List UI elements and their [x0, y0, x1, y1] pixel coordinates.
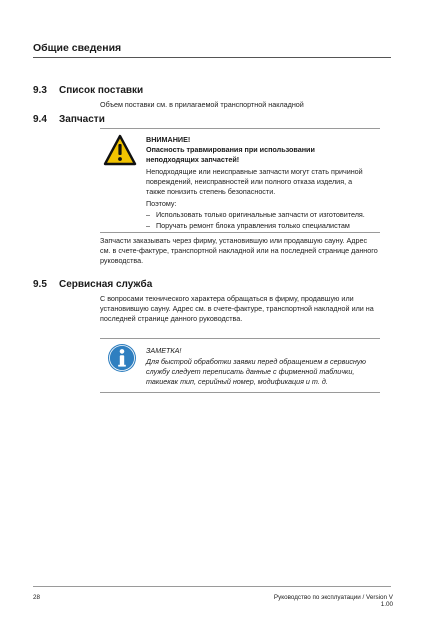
warning-bottom-rule	[100, 232, 380, 233]
note-top-rule	[100, 338, 380, 339]
section-9-3-text: Объем поставки см. в прилагаемой транспортной накладной	[100, 100, 304, 109]
warning-text-line-1: Неподходящие или неисправные запчасти могут стать причиной	[146, 167, 363, 176]
warning-therefore: Поэтому:	[146, 199, 177, 208]
warning-bullet-1: – Использовать только оригинальные запчасти от изготовителя.	[146, 210, 365, 219]
warning-bullet-2-text: Поручать ремонт блока управления только специалистам	[156, 221, 350, 230]
page-number: 28	[33, 594, 41, 601]
warning-text-line-2: повреждений, неисправностей или полного отказа изделия, а	[146, 177, 353, 186]
service-text-line-2: установившую сауну. Адрес см. в счете-фактуре, транспортной накладной или на	[100, 304, 374, 313]
service-text-line-3: последней странице данного руководства.	[100, 314, 243, 323]
spare-parts-text-line-2: см. в счете-фактуре, транспортной накладной или на последней странице данного	[100, 246, 378, 255]
note-text-line-3: такиекак тип, серийный номер, модификация и т. д.	[146, 377, 328, 386]
header-divider	[33, 57, 391, 58]
section-9-4-number: 9.4	[33, 114, 47, 125]
warning-triangle-icon	[103, 134, 137, 166]
note-bottom-rule	[100, 392, 380, 393]
section-9-5-number: 9.5	[33, 279, 47, 290]
section-9-3-number: 9.3	[33, 85, 47, 96]
footer-divider	[33, 586, 391, 587]
page-header-title: Общие сведения	[33, 42, 122, 54]
footer-document-title: Руководство по эксплуатации / Version V 1.00	[273, 594, 393, 608]
note-text-line-2: службу следует переписать данные с фирменной таблички,	[146, 367, 355, 376]
note-text-line-1: Для быстрой обработки заявки перед обращением в сервисную	[146, 357, 366, 366]
warning-bullet-2: – Поручать ремонт блока управления только специалистам	[146, 221, 350, 230]
warning-heading-line-2: неподходящих запчастей!	[146, 155, 240, 164]
service-text-line-1: С вопросами технического характера обращаться в фирму, продавшую или	[100, 294, 354, 303]
spare-parts-text-line-3: руководства.	[100, 256, 144, 265]
note-label: ЗАМЕТКА!	[146, 346, 182, 355]
section-9-5-title: Сервисная служба	[59, 279, 153, 290]
section-9-3-title: Список поставки	[59, 85, 144, 96]
warning-text-line-3: также понизить степень безопасности.	[146, 187, 276, 196]
warning-top-rule	[100, 128, 380, 129]
warning-bullet-1-text: Использовать только оригинальные запчасти от изготовителя.	[156, 210, 365, 219]
section-9-4-title: Запчасти	[59, 114, 105, 125]
info-circle-icon	[107, 343, 137, 373]
warning-heading-line-1: Опасность травмирования при использовании	[146, 145, 315, 154]
warning-label: ВНИМАНИЕ!	[146, 135, 191, 144]
spare-parts-text-line-1: Запчасти заказывать через фирму, установившую или продавшую сауну. Адрес	[100, 236, 368, 245]
